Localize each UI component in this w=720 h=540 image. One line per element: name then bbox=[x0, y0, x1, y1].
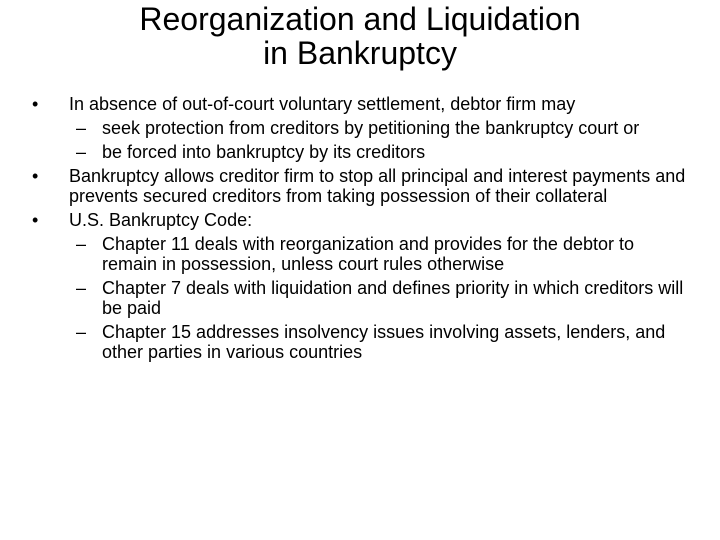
sub-bullet-item bbox=[30, 278, 690, 318]
sub-bullet-text: Chapter 11 deals with reorganization and provides for the debtor to remain in possession, unless court rules otherwise bbox=[102, 234, 634, 274]
slide-body bbox=[30, 94, 690, 366]
sub-bullet-text: seek protection from creditors by petitioning the bankruptcy court or bbox=[102, 118, 640, 138]
dash-marker: – bbox=[76, 322, 87, 342]
title-line-2: in Bankruptcy bbox=[263, 35, 457, 71]
bullet-marker: • bbox=[32, 210, 39, 230]
bullet-item bbox=[30, 94, 690, 114]
sub-bullet-text: be forced into bankruptcy by its creditors bbox=[102, 142, 426, 162]
sub-bullet-item bbox=[30, 142, 690, 162]
bullet-item bbox=[30, 166, 690, 206]
slide-title bbox=[60, 2, 660, 70]
sub-bullet-item bbox=[30, 322, 690, 362]
sub-bullet-item bbox=[30, 234, 690, 274]
bullet-item bbox=[30, 210, 690, 230]
bullet-marker: • bbox=[32, 94, 39, 114]
dash-marker: – bbox=[76, 278, 87, 298]
bullet-text: U.S. Bankruptcy Code: bbox=[69, 210, 253, 230]
title-line-1: Reorganization and Liquidation bbox=[139, 1, 581, 37]
bullet-marker: • bbox=[32, 166, 39, 186]
sub-bullet-item bbox=[30, 118, 690, 138]
dash-marker: – bbox=[76, 118, 87, 138]
bullet-text: Bankruptcy allows creditor firm to stop all principal and interest payments and prevents secured creditors from taking possession of their collateral bbox=[69, 166, 686, 206]
sub-bullet-text: Chapter 7 deals with liquidation and defines priority in which creditors will be paid bbox=[102, 278, 684, 318]
bullet-text: In absence of out-of-court voluntary settlement, debtor firm may bbox=[69, 94, 576, 114]
dash-marker: – bbox=[76, 234, 87, 254]
dash-marker: – bbox=[76, 142, 87, 162]
sub-bullet-text: Chapter 15 addresses insolvency issues involving assets, lenders, and other parties in various countries bbox=[102, 322, 666, 362]
